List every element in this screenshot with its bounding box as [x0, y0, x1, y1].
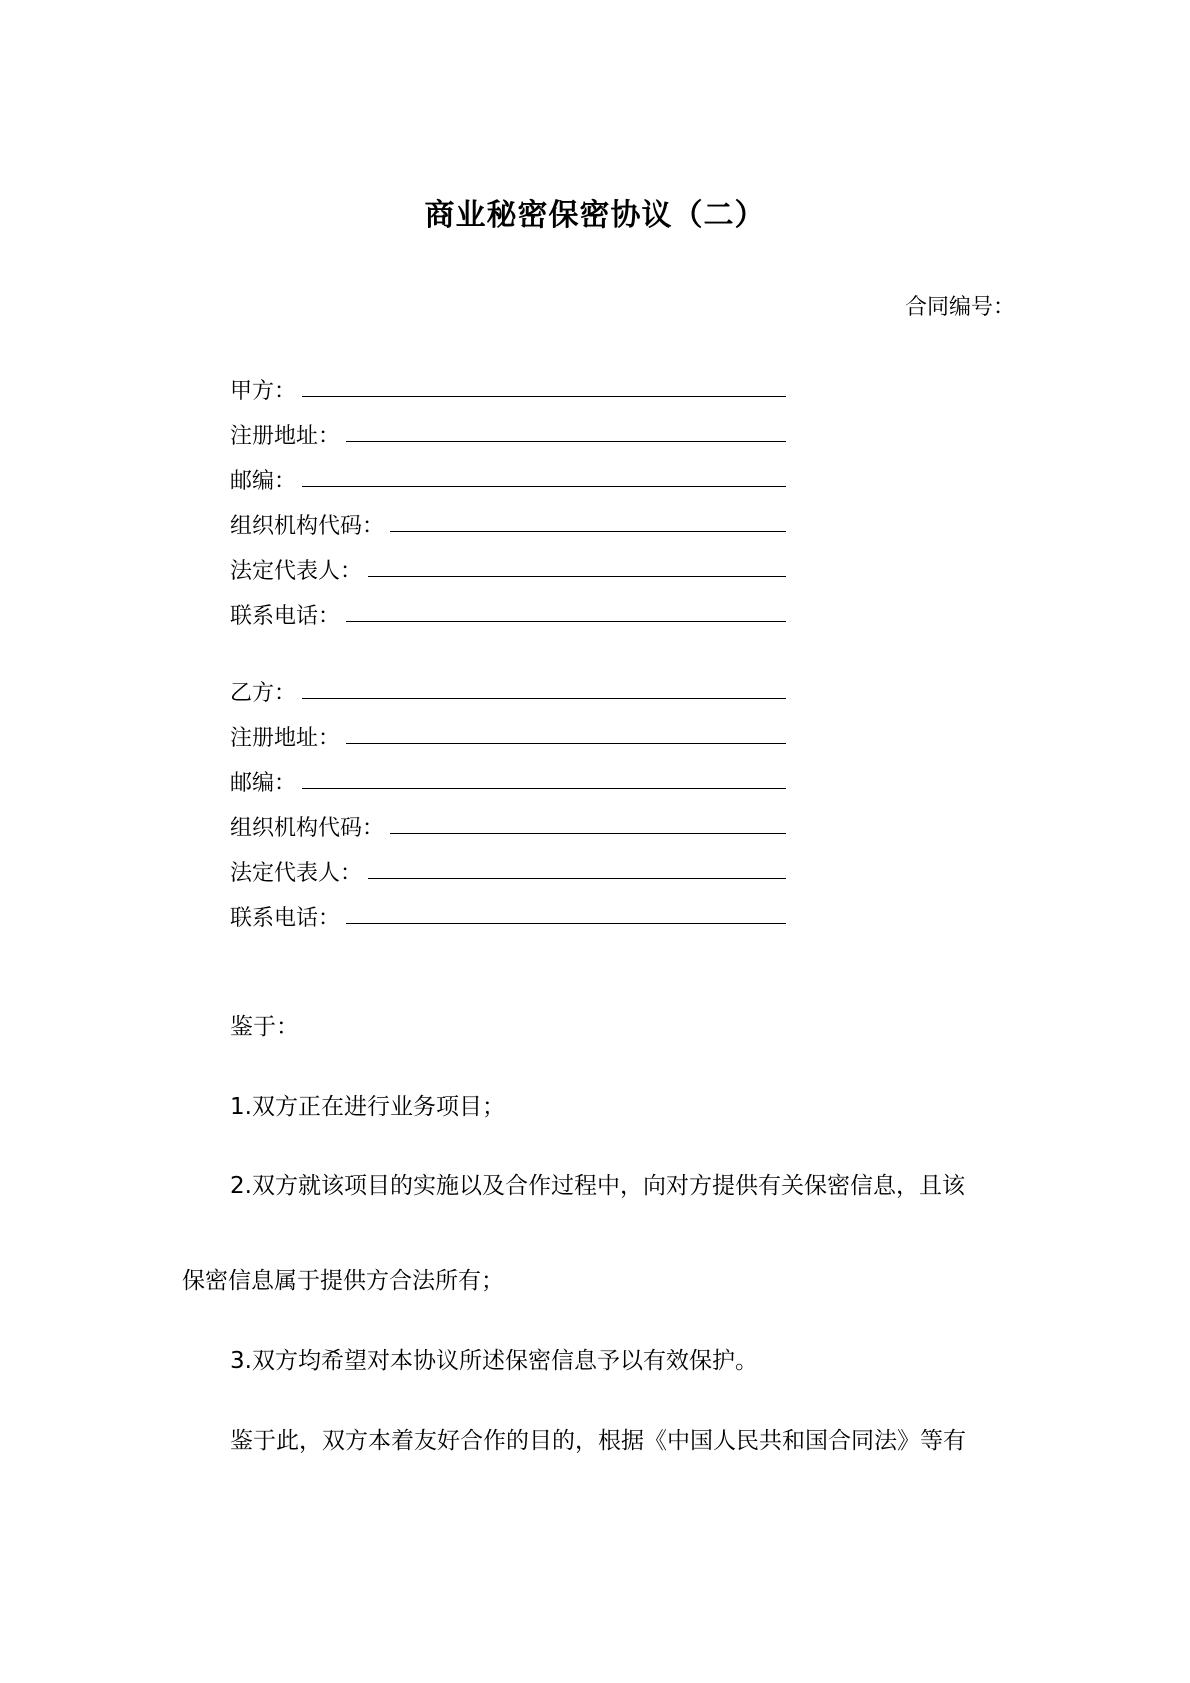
contract-number-label: 合同编号： — [904, 295, 1015, 320]
field-label: 联系电话： — [230, 604, 341, 629]
clause-2-line-2: 保密信息属于提供方合法所有； — [182, 1268, 504, 1294]
party-b-address-field[interactable] — [346, 743, 786, 744]
party-a-phone-field[interactable] — [346, 621, 786, 622]
party-b-phone-row — [230, 887, 786, 932]
field-label: 注册地址： — [230, 726, 341, 751]
party-b-address-row — [230, 707, 786, 752]
party-b-postcode-field[interactable] — [302, 788, 786, 789]
field-label: 法定代表人： — [230, 861, 363, 886]
field-label: 甲方： — [230, 379, 297, 404]
field-label: 联系电话： — [230, 906, 341, 931]
party-b-postcode-row — [230, 752, 786, 797]
field-label: 组织机构代码： — [230, 514, 385, 539]
party-b-representative-row — [230, 842, 786, 887]
party-a-representative-field[interactable] — [368, 576, 786, 577]
party-a-section — [230, 360, 786, 630]
party-a-address-row — [230, 405, 786, 450]
clause-3: 3.双方均希望对本协议所述保密信息予以有效保护。 — [230, 1348, 758, 1374]
field-label: 组织机构代码： — [230, 816, 385, 841]
clause-1: 1.双方正在进行业务项目； — [230, 1094, 505, 1120]
whereas-heading: 鉴于： — [230, 1014, 299, 1040]
document-title: 商业秘密保密协议（二） — [424, 198, 766, 233]
party-a-name-row — [230, 360, 786, 405]
party-a-representative-row — [230, 540, 786, 585]
party-b-org-code-row — [230, 797, 786, 842]
party-a-postcode-row — [230, 450, 786, 495]
conclusion-line-1: 鉴于此，双方本着友好合作的目的，根据《中国人民共和国合同法》等有 — [230, 1428, 966, 1454]
field-label: 邮编： — [230, 469, 297, 494]
field-label: 邮编： — [230, 771, 297, 796]
party-a-org-code-row — [230, 495, 786, 540]
clause-2-line-1: 2.双方就该项目的实施以及合作过程中，向对方提供有关保密信息，且该 — [230, 1173, 965, 1199]
field-label: 乙方： — [230, 681, 297, 706]
party-a-phone-row — [230, 585, 786, 630]
field-label: 法定代表人： — [230, 559, 363, 584]
party-a-org-code-field[interactable] — [390, 531, 786, 532]
party-b-name-field[interactable] — [302, 698, 786, 699]
party-a-address-field[interactable] — [346, 441, 786, 442]
party-a-name-field[interactable] — [302, 396, 786, 397]
party-b-name-row — [230, 662, 786, 707]
party-b-representative-field[interactable] — [368, 878, 786, 879]
party-a-postcode-field[interactable] — [302, 486, 786, 487]
party-b-org-code-field[interactable] — [390, 833, 786, 834]
party-b-section — [230, 662, 786, 932]
party-b-phone-field[interactable] — [346, 923, 786, 924]
field-label: 注册地址： — [230, 424, 341, 449]
